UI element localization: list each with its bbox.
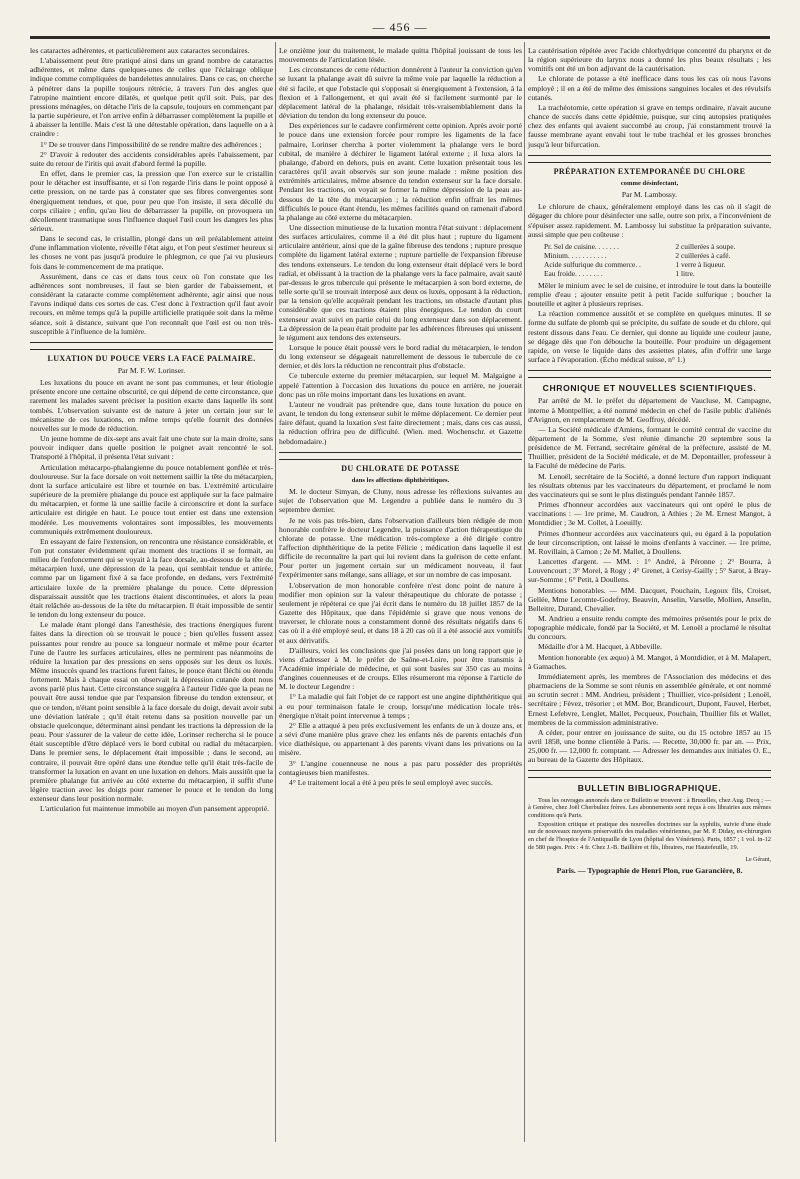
paragraph: Primes d'honneur accordées aux vaccinateurs qui, eu égard à la population de leur circonscription, ont laissé le moins d'enfants à vacciner. — 1re prime, M. Rovillain, à Camon ; 2e M. Mallet, à Doullens. [528, 528, 771, 556]
article-separator [528, 370, 771, 378]
column-3 [528, 46, 771, 875]
paragraph: En essayant de faire l'extension, on rencontra une résistance considérable, et l'on put constater évidemment qu'au moment des tractions il se formait, au milieu de l'enfoncement qui se voyait à la face dorsale, au-dessous de la tête du métacarpien luxé, une dépression de la peau, qui semblait tendue et attirée, comme par un ligament fixé à sa face profonde, en dedans, vers l'extrémité articulaire luxée de la première phalange du pouce. Cette dépression disparaissait aussitôt que les tractions étaient discontinuées, et alors la peau était relâchée au-dessous de la tête du métacarpien. Il était impossible de sentir le tendon du long extenseur du pouce. [30, 536, 273, 620]
paragraph: L'abaissement peut être pratiqué ainsi dans un grand nombre de cataractes adhérentes, et même dans quelques-unes de celles que l'éclairage oblique indique comme compliquées de bandelettes annulaires. Dans ce cas, on cherche à pénétrer dans la pupille toujours rétrécie, à travers l'un des angles que l'atropine maintient encore dilatés, et quelque petit qu'il soit. Puis, par des pressions ménagées, on détache l'iris de la capsule, toujours en commençant par la partie supérieure, et l'on arrive enfin à débarrasser complètement la pupille et à abaisser la lentille. Mais c'est là une détestable opération, dans laquelle on a à craindre : [30, 56, 273, 139]
paragraph: Assurément, dans ce cas et dans tous ceux où l'on constate que les adhérences sont nombreuses, il faut se bien garder de l'abaissement, et considérant la cataracte comme complètement adhérente, agir ainsi que nous l'avons indiqué dans ces sortes de cas. C'est donc à l'extraction qu'il faut avoir recours, en même temps qu'à la pupille artificielle pratiquée soit dans la même séance, soit à distance, suivant que l'on reconnaît que l'œil est ou non très-susceptible à l'influence de la lumière. [30, 271, 273, 336]
paragraph: La réaction commence aussitôt et se complète en quelques minutes. Il se forme du sulfate de plomb qui se précipite, du sulfate de soude et du chlore, qui restent dissous dans l'eau. Ce dernier, qui donne au liquide une couleur jaune, se dégage dès que l'on débouche la bouteille. Pour produire un dégagement rapide, on verse le liquide dans des assiettes plates, afin d'offrir une large surface à l'évaporation. (Écho médical suisse, n° 1.) [528, 309, 771, 365]
paragraph: Le malade étant plongé dans l'anesthésie, des tractions énergiques furent faites dans la direction où se trouvait le pouce ; bien qu'elles fussent assez puissantes pour rendre au pouce sa longueur normale et même pour écarter l'une de l'autre les surfaces articulaires, elles ne permirent pas néanmoins de réduire la luxation par des pressions en sens opposés sur les deux os luxés. Même insuccès quand les tractions furent faites, le pouce étant fléchi ou étendu fortement. Mais à chaque essai on observait la dépression cutanée dont nous avons parlé plus haut. Cette circonstance suggéra à l'auteur l'idée que la peau ne pouvait être aussi tendue que par l'expansion fibreuse du tendon extenseur, et que ce tendon, n'étant point sensible à la face dorsale du doigt, devait avoir subi une déviation latérale ; qu'il était retenu dans sa position nouvelle par un obstacle quelconque, déterminant ainsi pendant les tractions la dépression de la peau. Pour s'assurer de la valeur de cette idée, Lorinser rechercha si le pouce était susceptible d'être déplacé vers le bord cubital ou radial du métacarpien. Dans le premier sens, le déplacement était impossible ; dans le second, au contraire, il pouvait être opéré dans une étendue telle qu'il était très-facile de transformer la luxation en avant en une luxation en dehors. Mais aussitôt que la première phalange fut arrivée au côté externe du métacarpien, il suffit d'une légère traction avec les doigts pour ramener le pouce et le tendon du long extenseur dans leur position normale. [30, 620, 273, 804]
paragraph: Le chlorure de chaux, généralement employé dans les cas où il s'agit de dégager du chlore pour désinfecter une salle, outre son prix, a l'inconvénient de s'épuiser assez rapidement. M. Lambossy lui substitue la préparation suivante, aussi simple que peu coûteuse : [528, 202, 771, 239]
article-separator [528, 770, 771, 778]
recipe-row [544, 251, 754, 260]
paragraph: Les luxations du pouce en avant ne sont pas communes, et leur étiologie présente encore une certaine obscurité, ce qui dépend de cette circonstance, que rarement les malades savent préciser la position exacte dans laquelle ils sont tombés. L'observation suivante est de nature à jeter un certain jour sur le mécanisme de ces luxations, en même temps qu'elle fournit des données nouvelles sur le mode de réduction. [30, 378, 273, 433]
column-divider [275, 42, 276, 1142]
paragraph: La trachéotomie, cette opération si grave en temps ordinaire, n'avait aucune chance de succès dans cette épidémie, puisque, sur cinq autopsies pratiquées chez des enfants qui avaient succombé au croup, j'ai constamment trouvé la fausse membrane ayant envahi tout le tube trachéal et les grosses bronches jusqu'à leur bifurcation. [528, 102, 771, 149]
article-title: LUXATION DU POUCE VERS LA FACE PALMAIRE. [47, 353, 256, 363]
article-author: Par M. F. W. Lorinser. [117, 366, 186, 375]
paragraph: M. le docteur Simyan, de Cluny, nous adresse les réflexions suivantes au sujet de l'observation que M. Legendre a publiée dans le numéro du 3 septembre dernier. [279, 487, 522, 515]
paragraph: Articulation métacarpo-phalangienne du pouce notablement gonflée et très-douloureuse. Sur la face dorsale on voit nettement saillir la tête du métacarpien, dont la surface articulaire est libre et tournée en bas. L'extrémité articulaire supérieure de la première phalange du pouce est appliquée sur la face palmaire du métacarpien, et forme là une saillie facile à circonscrire et dont la surface articulaire est dirigée en haut. Le pouce tout entier est dans une extension modérée. Les mouvements volontaires sont impossibles, les mouvements communiqués extrêmement douloureux. [30, 462, 273, 536]
recipe-table [544, 242, 754, 278]
top-rule [30, 36, 770, 39]
section-title: BULLETIN BIBLIOGRAPHIQUE. [577, 783, 722, 794]
paragraph: — La Société médicale d'Amiens, formant le comité central de vaccine du département de la Somme, s'est réunie dimanche 20 septembre sous la présidence de M. Ferrand, secrétaire général de la préfecture, assisté de M. Thuillier, président de la Société médicale, et de M. Depontailler, professeur à la Faculté de médecine de Paris. [528, 424, 771, 471]
article-title: DU CHLORATE DE POTASSE [341, 463, 460, 473]
paragraph: 1° De se trouver dans l'impossibilité de se rendre maître des adhérences ; [40, 139, 262, 149]
article-title: PRÉPARATION EXTEMPORANÉE DU CHLORE [553, 166, 746, 176]
paragraph: Primes d'honneur accordées aux vaccinateurs qui ont opéré le plus de vaccinations : — 1re prime, M. Caudron, à Athies ; 2e M. Ernest Mangot, à Montdidier ; 3e M. Collet, à Loeuilly. [528, 500, 771, 528]
recipe-item: Acide sulfurique du commerce. . [544, 259, 641, 269]
recipe-item: Minium. . . . . . . . . . . [544, 250, 607, 260]
column-divider [524, 42, 525, 1142]
paragraph: Immédiatement après, les membres de l'Association des médecins et des pharmaciens de la Somme se sont réunis en assemblée générale, et ont nommé au scrutin secret : MM. Andrieu, président ; Thuillier, vice-président ; Lenoël, secrétaire ; Fèvez, trésorier ; et MM. Bor, Brandicourt, Dupont, Fauvel, Herbet, Ernest Lefebvre, Lenglet, Mallet, Pecqueux, Pouchain, Thuillier fils et Wallet, membres de la commission administrative. [528, 671, 771, 727]
column-2 [279, 46, 522, 788]
paragraph: En effet, dans le premier cas, la pression que l'on exerce sur le cristallin pour le détacher est insuffisante, et si l'on regarde l'iris dans le point opposé à cette pression, on ne tarde pas à constater que ses fibres convergentes sont énergiquement tendues, et que, pour peu que l'on insiste, il sera décollé du corps ciliaire ; enfin, qu'au lieu de débarrasser la pupille, on provoquera un décollement traumatique sous l'influence duquel l'œil court les dangers les plus sérieux. [30, 169, 273, 233]
recipe-quantity: 2 cuillerées à soupe. [675, 241, 736, 251]
paragraph: M. Andrieu a ensuite rendu compte des mémoires présentés pour le prix de topographie médicale, fondé par la Société, et M. Lenoël a proclamé le résultat du concours. [528, 613, 771, 642]
article-separator [30, 342, 273, 350]
paragraph: Dans le second cas, le cristallin, plongé dans un œil préalablement atteint d'une inflammation violente, réveille l'état aigu, et l'on peut s'estimer heureux si les choses ne vont pas jusqu'à produire le phlegmon, ce que j'ai vu plusieurs fois dans le commencement de ma pratique. [30, 234, 273, 271]
paragraph: La cautérisation répétée avec l'acide chlorhydrique concentré du pharynx et de la région supérieure du larynx nous a donné les plus beaux résultats ; les vomitifs ont été un bon adjuvant de la cautérisation. [528, 46, 771, 74]
paragraph: Des expériences sur le cadavre confirmèrent cette opinion. Après avoir porté le pouce dans une extension forcée pour rompre les ligaments de la face palmaire, Lorinser chercha à porter violemment la phalange vers le bord cubital, de manière à déchirer le ligament latéral externe ; il luxa alors la phalange, d'abord en dehors, puis en avant. Cette luxation présentait tous les caractères qu'il avait observés sur son jeune malade : même position des extrémités articulaires, même absence du tendon extenseur sur la face dorsale. Pendant les tractions, on voyait se former la même dépression de la peau au-dessous de la tête du métacarpien ; la réduction enfin offrait les mêmes difficultés le pouce étant étendu, les mêmes facilités quand on ramenait d'abord la phalange au côté externe du métacarpien. [279, 121, 522, 222]
article-subtitle: comme désinfectant, [620, 179, 679, 187]
recipe-quantity: 1 verre à liqueur. [675, 259, 726, 269]
paragraph: A céder, pour entrer en jouissance de suite, ou du 15 octobre 1857 au 15 avril 1858, une bonne clientèle à Paris. — Recette, 30,000 fr. par an. — Prix, 25,000 fr. — 12,000 fr. comptant. — Adresser les demandes aux initiales O. E., au bureau de la Gazette des Hôpitaux. [528, 727, 771, 765]
paragraph: 1° La maladie qui fait l'objet de ce rapport est une angine diphthéritique qui a eu pour terminaison fatale le croup, lorsqu'une médication locale très-énergique n'était point intervenue à temps ; [279, 692, 522, 720]
paragraph: Mention honorable (ex æquo) à M. Mangot, à Montdidier, et à M. Malapert, à Gamaches. [528, 652, 771, 671]
paragraph: D'ailleurs, voici les conclusions que j'ai posées dans un long rapport que je viens d'adresser à M. le préfet de Saône-et-Loire, pour être transmis à l'Académie impériale de médecine, et qui sont basées sur 350 cas au moins d'angines couenneuses et de croups. Elles résumeront ma réponse à l'article de M. le docteur Legendre : [279, 645, 522, 692]
paragraph: Le chlorate de potasse a été inefficace dans tous les cas où nous l'avons employé ; il en a été de même des émissions sanguines locales et des révulsifs cutanés. [528, 74, 771, 102]
recipe-row [544, 242, 754, 251]
paragraph: Le onzième jour du traitement, le malade quitta l'hôpital jouissant de tous les mouvements de l'articulation lésée. [279, 46, 522, 65]
paragraph: Je ne vois pas très-bien, dans l'observation d'ailleurs bien rédigée de mon honorable confrère le docteur Legendre, la puissance d'action thérapeutique du chlorate de potasse. Une médication très-complexe a été dirigée contre l'affection diphthéritique de la petite Félicie ; médication dans laquelle il est difficile de reconnaître la part qui lui revient dans la guérison de cette enfant. Pour porter un jugement certain sur un médicament nouveau, il faut l'expérimenter sans mélange, sans alliage, et sur un nombre de cas imposant. [279, 515, 522, 580]
paragraph: 2° Elle a attaqué à peu près exclusivement les enfants de un à douze ans, et a sévi d'une manière plus grave chez les enfants nés de parents entachés d'un vice diathésique, ou appartenant à des parents vivant dans les privations ou la misère. [279, 720, 522, 758]
paragraph: L'observation de mon honorable confrère n'est donc point de nature à modifier mon opinion sur la valeur thérapeutique du chlorate de potasse ; seulement je répéterai ce que j'ai écrit dans le numéro du 18 juillet 1857 de la Gazette des Hôpitaux, que dans l'épidémie si grave que nous venons de traverser, le chlorate nous a constamment donné des résultats négatifs dans 6 cas où il a été employé seul, et dans 18 à 20 cas où il a été associé aux vomitifs et aux dérivatifs. [279, 580, 522, 645]
recipe-quantity: 2 cuillerées à café. [675, 250, 731, 260]
paragraph: Une dissection minutieuse de la luxation montra l'état suivant : déplacement des surfaces articulaires, comme il a été dit plus haut ; rupture du ligament articulaire antérieur, ainsi que de la gaîne fibreuse des tendons ; rupture presque complète du ligament latéral externe ; rupture partielle de l'expansion fibreuse des tendons extenseurs. Le tendon du long extenseur était déplacé vers le bord radial, et obéissant à la traction de la phalange vers la face palmaire, avait sauté par-dessus le gros tubercule qui présente le métacarpien à son bord externe, de telle sorte qu'il se trouvait interposé aux deux os luxés, opposant à la réduction, par la tension qu'elle acquérait pendant les tractions, un obstacle d'autant plus considérable que ces tractions étaient plus énergiques. Le tendon du court extenseur avait suivi en partie celui du long extenseur dans son déplacement. La dépression de la peau était produite par les adhérences fibreuses qui unissent le tégument aux tendons des extenseurs. [279, 222, 522, 342]
recipe-item: Eau froide. . . . . . . . [544, 268, 603, 278]
paragraph: Exposition critique et pratique des nouvelles doctrines sur la syphilis, suivie d'une étude sur de nouveaux moyens préservatifs des maladies vénériennes, par M. P. Diday, ex-chirurgien en chef de l'hospice de l'Antiquaille de Lyon (hôpital des Vénériens). Paris, 1857 ; 1 vol. in-12 de 580 pages. Prix : 4 fr. Chez J.-B. Baillière et fils, libraires, rue Hautefeuille, 19. [528, 820, 771, 851]
section-title: CHRONIQUE ET NOUVELLES SCIENTIFIQUES. [542, 383, 757, 394]
paragraph: Mêler le minium avec le sel de cuisine, et introduire le tout dans la bouteille remplie d'eau ; ajouter ensuite petit à petit l'acide sulfurique ; boucher la bouteille et agiter à plusieurs reprises. [528, 280, 771, 309]
column-1 [30, 46, 273, 815]
bibliography [528, 797, 771, 852]
page-number: — 456 — [372, 20, 428, 34]
paragraph: Ce tubercule externe du premier métacarpien, sur lequel M. Malgaigne a appelé l'attention à l'occasion des luxations du pouce en arrière, ne jouerait donc pas un rôle moins important dans les luxations en avant. [279, 371, 522, 399]
paragraph: Par arrêté de M. le préfet du département de Vaucluse, M. Campagne, interne à Montpellier, a été nommé médecin en chef de l'asile public d'aliénés d'Avignon, en remplacement de M. Geoffroy, décédé. [528, 396, 771, 424]
paragraph: Lorsque le pouce était poussé vers le bord radial du métacarpien, le tendon du long extenseur se dégageait naturellement de dessous le tubercule de ce dernier, et dès lors la réduction ne rencontrait plus d'obstacle. [279, 343, 522, 371]
article-author: Par M. Lambossy. [621, 190, 678, 200]
paragraph: 4° Le traitement local a été à peu près le seul employé avec succès. [289, 777, 493, 787]
paragraph: Les circonstances de cette réduction donnèrent à l'auteur la conviction qu'en se luxant la phalange avait dû suivre la même voie par laquelle la réduction a été si facile, et que l'obstacle qui s'opposait si énergiquement à l'extension, à la flexion et à l'allongement, et qui avait été si facilement surmonté par le déplacement latéral de la phalange, résidait très-vraisemblablement dans la déviation du tendon du long extenseur du pouce. [279, 65, 522, 121]
paragraph: 3° L'angine couenneuse ne nous a pas paru posséder des propriétés contagieuses bien manifestes. [279, 758, 522, 777]
paragraph: Lancettes d'argent. — MM. : 1° André, à Péronne ; 2° Bourra, à Louvencourt ; 3° Morel, à Rogy ; 4° Grenet, à Cerisy-Gailly ; 5° Sarot, à Bray-sur-Somme ; 6° Petit, à Doullens. [528, 557, 771, 585]
gerant-label: Le Gérant, [745, 856, 771, 863]
paragraph: M. Lenoël, secrétaire de la Société, a donné lecture d'un rapport indiquant les résultats obtenus par les vaccinateurs du département, et proclamé le nom des vaccinateurs qui se sont le plus distingués pendant l'année 1857. [528, 471, 771, 499]
recipe-quantity: 1 litre. [675, 268, 695, 278]
paragraph: L'auteur ne voudrait pas prétendre que, dans toute luxation du pouce en avant, le tendon du long extenseur subit le même déplacement. Ce dernier peut faire défaut, quand la luxation s'est faite directement ; mais, dans ces cas aussi, la réduction offrira peu de difficulté. (Wien. med. Wochenschr. et Gazette hebdomadaire.) [279, 399, 522, 446]
article-separator [528, 155, 771, 163]
paragraph: les cataractes adhérentes, et particulièrement aux cataractes secondaires. [30, 46, 250, 55]
paragraph: Tous les ouvrages annoncés dans ce Bulletin se trouvent : à Bruxelles, chez Aug. Decq ; — à Genève, chez Joël Cherbuliez frères. Les abonnements sont reçus à ces librairies aux mêmes conditions qu'à Paris. [528, 796, 771, 820]
recipe-row [544, 269, 754, 278]
paragraph: Un jeune homme de dix-sept ans avait fait une chute sur la main droite, sans pouvoir indiquer dans quelle position le poignet avait rencontré le sol. Transporté à l'hôpital, il présenta l'état suivant : [30, 434, 273, 462]
imprint-line: Paris. — Typographie de Henri Plon, rue Garancière, 8. [556, 865, 743, 875]
paragraph: 2° D'avoir à redouter des accidents considérables après l'abaissement, par suite du retour de l'iritis qui avait d'abord fermé la pupille. [30, 149, 273, 168]
paragraph: Mentions honorables. — MM. Dacquet, Pouchain, Legoux fils, Croiset, Gellée, Mme Lecomte-Godefroy, Beauvin, Anselin, Varselle, Mollien, Anselin, Belleitre, Durand, Chevalier. [528, 585, 771, 613]
recipe-row [544, 260, 754, 269]
article-separator [279, 452, 522, 460]
paragraph: Médaille d'or à M. Hacquet, à Abbeville. [538, 642, 662, 652]
article-subtitle: dans les affections diphthéritiques. [351, 476, 450, 484]
paragraph: L'articulation fut maintenue immobile au moyen d'un pansement approprié. [40, 804, 270, 814]
recipe-item: Pr. Sel de cuisine. . . . . . . [544, 241, 619, 251]
